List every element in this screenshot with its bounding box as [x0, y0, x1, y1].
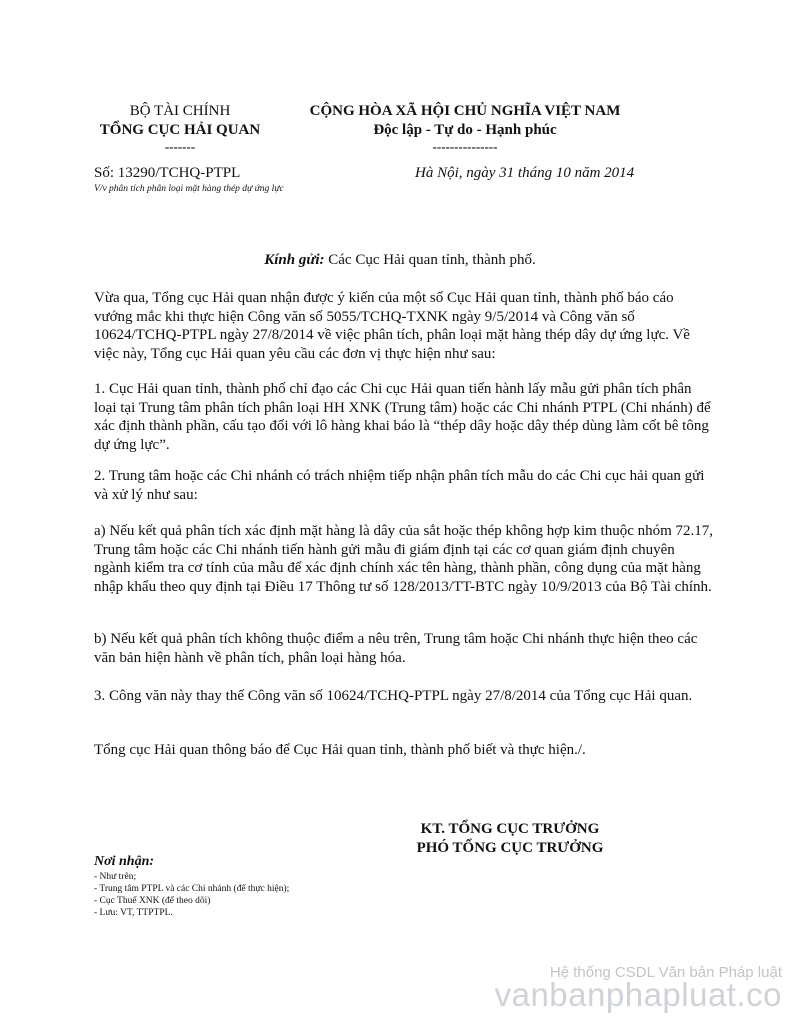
body-paragraph-2b: b) Nếu kết quả phân tích không thuộc điểm a nêu trên, Trung tâm hoặc Chi nhánh thực hiện theo các văn bản hiện hành về phân tích, phân loại hàng hóa.: [94, 631, 698, 666]
body-paragraph-3: 3. Công văn này thay thế Công văn số 10624/TCHQ-PTPL ngày 27/8/2014 của Tổng cục Hải quan.: [94, 688, 693, 704]
nation-separator: ---------------: [432, 139, 498, 154]
recipient-label: Kính gửi:: [264, 252, 325, 268]
recipients-item: - Lưu: VT, TTPTPL.: [94, 908, 173, 918]
place-date: Hà Nội, ngày 31 tháng 10 năm 2014: [415, 165, 635, 181]
issuer-separator: -------: [164, 139, 196, 154]
body-paragraph-2a: a) Nếu kết quả phân tích xác định mặt hàng là dây của sắt hoặc thép không hợp kim thuộc nhóm 72.17, Trung tâm hoặc các Chi nhánh tiến hành gửi mẫu đi giám định tại các cơ quan giám định chuyên ngành kiểm tra cơ tính của mẫu để xác định chính xác tên hàng, thành phần, công dụng của mặt hàng nhập khẩu theo quy định tại Điều 17 Thông tư số 128/2013/TT-BTC ngày 10/9/2013 của Bộ Tài chính.: [94, 523, 714, 595]
nation-motto: Độc lập - Tự do - Hạnh phúc: [373, 122, 557, 138]
body-paragraph-intro: Vừa qua, Tổng cục Hải quan nhận được ý kiến của một số Cục Hải quan tỉnh, thành phố báo cáo vướng mắc khi thực hiện Công văn số 5055/TCHQ-TXNK ngày 9/5/2014 và Công văn số 10624/TCHQ-PTPL ngày 27/8/2014 về việc phân tích, phân loại mặt hàng thép dây dự ứng lực. Về việc này, Tổng cục Hải quan yêu cầu các đơn vị thực hiện như sau:: [94, 290, 690, 362]
body-paragraph-1: 1. Cục Hải quan tỉnh, thành phố chỉ đạo các Chi cục Hải quan tiến hành lấy mẫu gửi phân tích phân loại tại Trung tâm phân tích phân loại HH XNK (Trung tâm) hoặc các Chi nhánh PTPL (Chi nhánh) để xác định thành phần, cấu tạo đối với lô hàng khai báo là “thép dây hoặc dây thép dùng làm cốt bê tông dự ứng lực”.: [94, 381, 711, 453]
department-name: TỔNG CỤC HẢI QUAN: [99, 122, 261, 138]
nation-block: [290, 102, 640, 154]
document-subject: V/v phân tích phân loại mặt hàng thép dự ứng lực: [94, 184, 284, 194]
recipient-value: Các Cục Hải quan tỉnh, thành phố.: [324, 252, 536, 268]
recipients-item: - Như trên;: [94, 872, 137, 882]
signature-line-2: PHÓ TỔNG CỤC TRƯỞNG: [416, 839, 604, 856]
recipients-item: - Cục Thuế XNK (để theo dõi): [94, 896, 211, 906]
recipient-line: [0, 252, 800, 269]
recipients-title: Nơi nhận:: [94, 854, 155, 869]
signature-line-1: KT. TỔNG CỤC TRƯỞNG: [420, 821, 600, 837]
issuer-block: [80, 102, 280, 154]
signature-block: [390, 820, 630, 857]
recipients-list: [94, 871, 289, 919]
nation-title: CỘNG HÒA XÃ HỘI CHỦ NGHĨA VIỆT NAM: [309, 103, 621, 119]
body-paragraph-closing: Tổng cục Hải quan thông báo để Cục Hải quan tỉnh, thành phố biết và thực hiện./.: [94, 742, 586, 758]
ministry-name: BỘ TÀI CHÍNH: [129, 103, 231, 119]
watermark-caption: Hệ thống CSDL Văn bản Pháp luật: [549, 964, 782, 981]
recipients-item: - Trung tâm PTPL và các Chi nhánh (để thực hiện);: [94, 884, 290, 894]
document-number: Số: 13290/TCHQ-PTPL: [94, 165, 241, 181]
watermark-domain: vanbanphapluat.co: [494, 976, 782, 1013]
body-paragraph-2: 2. Trung tâm hoặc các Chi nhánh có trách nhiệm tiếp nhận phân tích mẫu do các Chi cục hải quan gửi và xử lý như sau:: [94, 468, 705, 503]
